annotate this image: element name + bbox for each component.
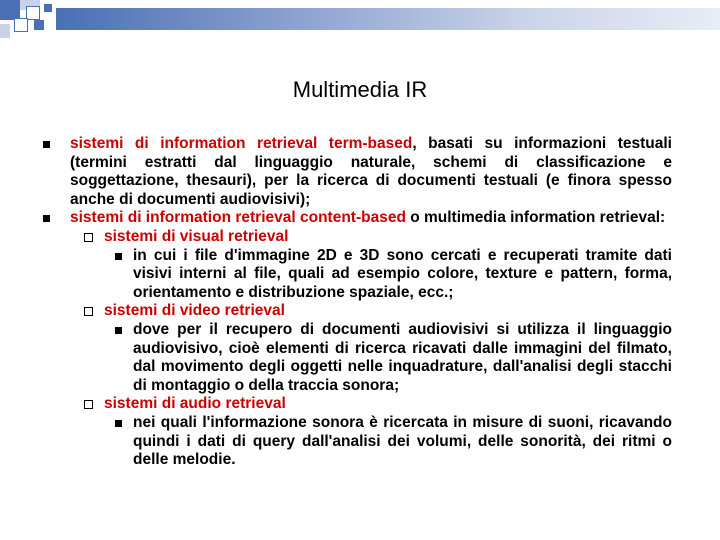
deco-square	[0, 24, 10, 38]
square-bullet-icon	[43, 215, 50, 222]
highlighted-term: sistemi di information retrieval content-based	[70, 209, 406, 227]
bullet-item-level-3	[40, 321, 672, 395]
bullet-item-level-2	[40, 395, 672, 414]
hollow-square-bullet-icon	[84, 400, 93, 409]
hollow-square-bullet-icon	[84, 307, 93, 316]
square-bullet-icon	[115, 327, 122, 334]
item-text: dove per il recupero di documenti audiovisivi si utilizza il linguaggio audiovisivo, cioè elementi di ricerca ricavati dalle immagini del filmato, dal movimento degli oggetti nelle inquadrature, dall'analisi degli stacchi di montaggio o della traccia sonora;	[133, 320, 672, 394]
item-text: in cui i file d'immagine 2D e 3D sono cercati e recuperati tramite dati visivi interni al file, quali ad esempio colore, texture e pattern, forma, orientamento e distribuzione spaziale, ecc.;	[133, 246, 672, 301]
deco-square	[14, 18, 28, 32]
deco-square	[44, 4, 52, 12]
highlighted-term: sistemi di visual retrieval	[104, 227, 289, 245]
bullet-item-level-2	[40, 228, 672, 247]
square-bullet-icon	[115, 420, 122, 427]
deco-bar	[56, 8, 720, 30]
bullet-item-level-2	[40, 302, 672, 321]
item-text: , basati su informazioni testuali (termini estratti dal linguaggio naturale, schemi di classificazione e soggettazione, thesauri), per la ricerca di documenti testuali (e finora spesso anche di documenti audiovisivi);	[70, 135, 672, 208]
bullet-item-level-3	[40, 414, 672, 470]
bullet-item-level-3	[40, 247, 672, 303]
item-text: o multimedia information retrieval:	[405, 209, 666, 227]
slide-body	[40, 135, 672, 470]
deco-square	[34, 20, 44, 30]
highlighted-term: sistemi di video retrieval	[104, 302, 285, 320]
deco-square	[26, 6, 40, 20]
highlighted-term: sistemi di audio retrieval	[104, 395, 286, 413]
square-bullet-icon	[43, 141, 50, 148]
corner-decoration	[0, 0, 720, 40]
bullet-item-level-1	[40, 209, 672, 228]
bullet-item-level-1	[40, 135, 672, 209]
hollow-square-bullet-icon	[84, 233, 93, 242]
square-bullet-icon	[115, 253, 122, 260]
item-text: nei quali l'informazione sonora è ricercata in misure di suoni, ricavando quindi i dati di query dall'analisi dei volumi, delle sonorità, dei ritmi o delle melodie.	[133, 413, 672, 469]
deco-square	[0, 0, 20, 20]
slide-title: Multimedia IR	[292, 77, 428, 102]
highlighted-term: sistemi di information retrieval term-based	[70, 135, 413, 152]
